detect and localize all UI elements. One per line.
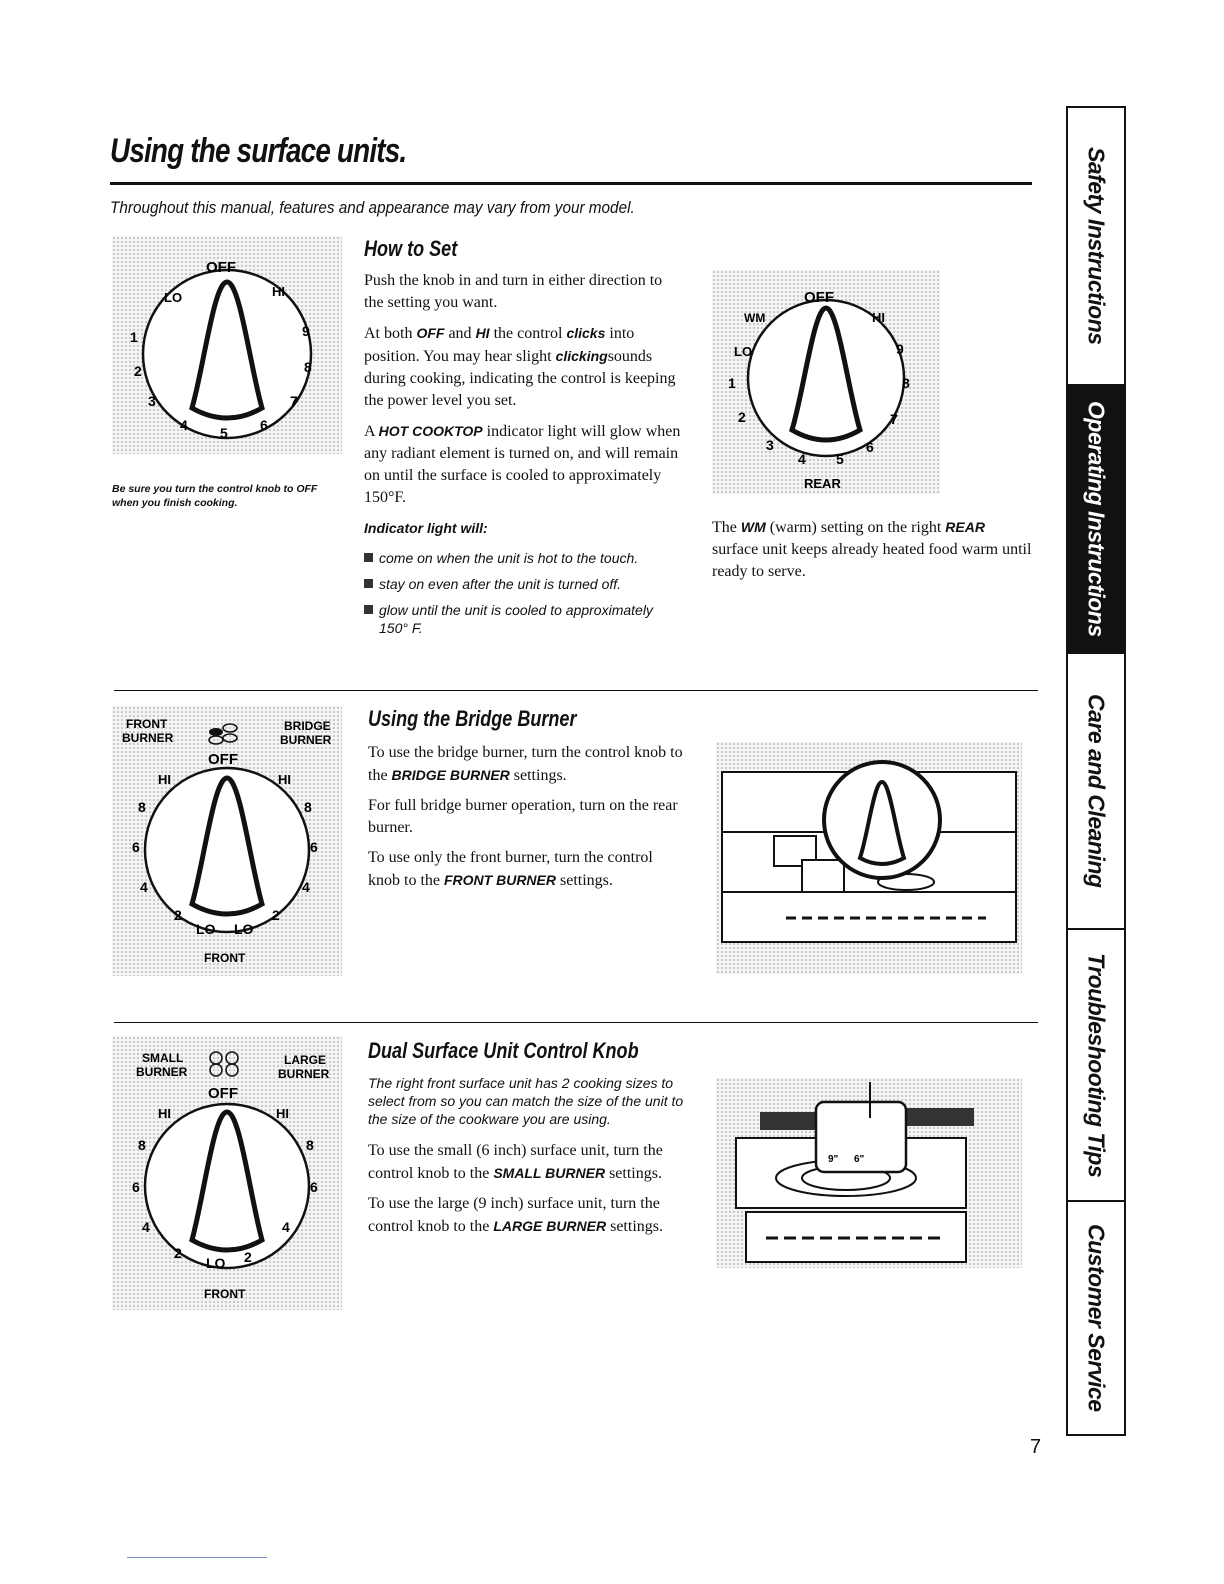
bridge-body (368, 742, 688, 900)
knob-label-front: FRONT (204, 1287, 246, 1301)
section-divider (114, 1022, 1038, 1023)
knob-label-6-left: 6 (132, 1179, 140, 1195)
knob-label-bridge-burner: BRIDGE (284, 719, 331, 733)
knob-label-2-right: 2 (244, 1249, 252, 1265)
knob-label-2-left: 2 (174, 1245, 182, 1261)
bullet-square-icon (364, 605, 373, 614)
knob-label-2-left: 2 (174, 907, 182, 923)
section-divider (114, 690, 1038, 691)
page-title: Using the surface units. (110, 132, 407, 170)
indicator-bullet: glow until the unit is cooled to approximately 150° F. (364, 601, 684, 637)
page-subtitle: Throughout this manual, features and appearance may vary from your model. (110, 198, 635, 217)
tab-safety-instructions[interactable]: Safety Instructions (1083, 147, 1110, 345)
knob-label-4: 4 (798, 451, 806, 467)
knob-label-8-left: 8 (138, 1137, 146, 1153)
knob-label-8: 8 (304, 359, 312, 375)
dual-intro: The right front surface unit has 2 cooking sizes to select from so you can match the size of the unit to the size of the cookware you are using. (368, 1075, 684, 1127)
knob-label-large-burner: LARGE (284, 1053, 326, 1067)
title-divider (110, 182, 1032, 185)
svg-text:BURNER: BURNER (122, 731, 174, 745)
knob-label-6: 6 (866, 439, 874, 455)
bridge-p3: To use only the front burner, turn the control knob to the FRONT BURNER settings. (368, 849, 653, 889)
knob-illustration-dual (112, 1036, 342, 1310)
how-to-set-body (364, 270, 684, 645)
knob-label-small-burner: SMALL (142, 1051, 184, 1065)
knob-label-front-burner: FRONT (126, 717, 168, 731)
knob-label-hi-right: HI (276, 1106, 289, 1121)
section-heading-how-to-set: How to Set (364, 236, 458, 261)
knob-label-8-right: 8 (306, 1137, 314, 1153)
tab-care-and-cleaning[interactable]: Care and Cleaning (1083, 694, 1110, 888)
section-tabs (1066, 106, 1126, 1436)
knob-label-hi-left: HI (158, 1106, 171, 1121)
knob-label-hi-left: HI (158, 772, 171, 787)
knob-label-off: OFF (206, 259, 236, 276)
tab-customer-service[interactable]: Customer Service (1083, 1224, 1110, 1412)
knob-illustration-bridge (112, 706, 342, 976)
page-number: 7 (1030, 1436, 1042, 1458)
section-heading-bridge-burner: Using the Bridge Burner (368, 706, 577, 731)
bullet-square-icon (364, 553, 373, 562)
indicator-label: Indicator light will: (364, 520, 488, 536)
knob-label-9: 9 (896, 341, 904, 357)
pot-label-9: 9" (828, 1154, 839, 1165)
pot-label-6: 6" (854, 1154, 865, 1165)
knob-label-6-right: 6 (310, 1179, 318, 1195)
knob-label-6-left: 6 (132, 839, 140, 855)
knob-label-hi: HI (872, 310, 885, 325)
section-heading-dual: Dual Surface Unit Control Knob (368, 1038, 639, 1063)
svg-text:BURNER: BURNER (278, 1067, 330, 1081)
svg-text:BURNER: BURNER (136, 1065, 188, 1079)
range-illustration-dual (716, 1078, 1022, 1268)
knob-label-4-right: 4 (302, 879, 310, 895)
how-to-set-p3: A HOT COOKTOP indicator light will glow when any radiant element is turned on, and will remain on until the surface is cooled to approximately 150°F. (364, 423, 681, 506)
how-to-set-p2: At both OFF and HI the control clicks into position. You may hear slight clickingsounds during cooking, indicating the control is keeping the power level you set. (364, 325, 676, 409)
knob-label-1: 1 (130, 329, 138, 345)
knob-caption: Be sure you turn the control knob to OFF when you finish cooking. (112, 483, 318, 509)
tab-troubleshooting-tips[interactable]: Troubleshooting Tips (1083, 952, 1110, 1178)
footer-rule (127, 1557, 267, 1558)
knob-label-lo: LO (734, 344, 753, 359)
dual-p1: To use the small (6 inch) surface unit, turn the control knob to the SMALL BURNER settings. (368, 1142, 663, 1182)
knob-label-7: 7 (890, 411, 898, 427)
knob-label-off: OFF (208, 1085, 238, 1102)
knob-label-hi-right: HI (278, 772, 291, 787)
knob-label-3: 3 (766, 437, 774, 453)
knob-label-6-right: 6 (310, 839, 318, 855)
tab-operating-instructions[interactable]: Operating Instructions (1068, 384, 1124, 654)
knob-label-2: 2 (134, 363, 142, 379)
indicator-bullet: come on when the unit is hot to the touch. (364, 549, 684, 567)
knob-label-4: 4 (180, 417, 188, 433)
knob-label-wm: WM (744, 311, 766, 325)
knob-label-6: 6 (260, 417, 268, 433)
knob-illustration-standard (112, 236, 342, 454)
dual-body (368, 1074, 688, 1246)
knob-label-8: 8 (902, 375, 910, 391)
knob-label-lo: LO (206, 1255, 226, 1271)
warm-setting-text: The WM (warm) setting on the right REAR surface unit keeps already heated food warm until ready to serve. (712, 519, 1032, 580)
indicator-bullet: stay on even after the unit is turned off. (364, 575, 684, 593)
svg-text:BURNER: BURNER (280, 733, 332, 747)
knob-label-rear: REAR (804, 476, 841, 491)
knob-label-hi: HI (272, 284, 285, 299)
knob-label-off: OFF (208, 751, 238, 768)
knob-label-4-right: 4 (282, 1219, 290, 1235)
knob-label-2: 2 (738, 409, 746, 425)
knob-label-5: 5 (836, 451, 844, 467)
knob-label-7: 7 (290, 393, 298, 409)
how-to-set-p1: Push the knob in and turn in either direction to the setting you want. (364, 272, 663, 311)
range-illustration-bridge (716, 742, 1022, 974)
dual-p2: To use the large (9 inch) surface unit, turn the control knob to the LARGE BURNER settings. (368, 1195, 663, 1235)
knob-label-lo-left: LO (196, 921, 216, 937)
knob-illustration-warm (712, 270, 940, 494)
knob-label-lo-right: LO (234, 921, 254, 937)
knob-label-5: 5 (220, 425, 228, 441)
knob-label-4-left: 4 (140, 879, 148, 895)
knob-label-lo: LO (164, 290, 183, 305)
bridge-p1: To use the bridge burner, turn the control knob to the BRIDGE BURNER settings. (368, 744, 683, 784)
knob-label-8-right: 8 (304, 799, 312, 815)
knob-label-2-right: 2 (272, 907, 280, 923)
knob-label-8-left: 8 (138, 799, 146, 815)
knob-label-4-left: 4 (142, 1219, 150, 1235)
knob-label-3: 3 (148, 393, 156, 409)
bridge-p2: For full bridge burner operation, turn on the rear burner. (368, 797, 678, 836)
knob-label-front: FRONT (204, 951, 246, 965)
bullet-square-icon (364, 579, 373, 588)
knob-label-9: 9 (302, 323, 310, 339)
knob-label-1: 1 (728, 375, 736, 391)
knob-label-off: OFF (804, 289, 834, 306)
